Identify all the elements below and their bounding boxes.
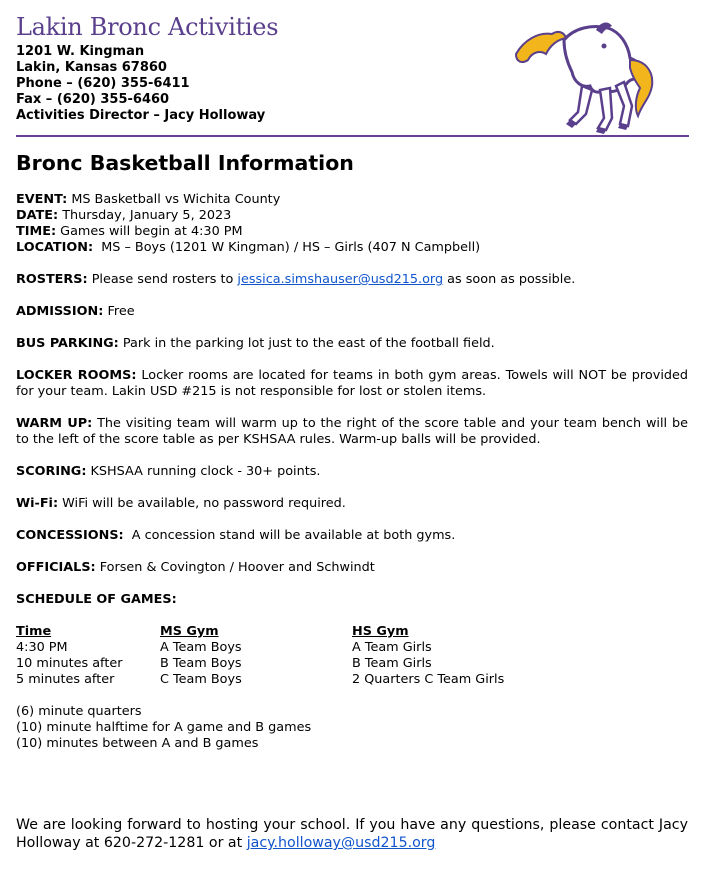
- note-line: (10) minutes between A and B games: [16, 736, 259, 751]
- column-header-time: Time: [16, 624, 52, 639]
- admission-section: [16, 304, 688, 320]
- phone-number: Phone – (620) 355-6411: [16, 76, 190, 91]
- table-cell: C Team Boys: [160, 672, 242, 687]
- table-cell: A Team Girls: [352, 640, 432, 655]
- bus-parking-label: BUS PARKING:: [16, 336, 119, 351]
- locker-rooms-section: [16, 368, 688, 400]
- contact-block: [16, 44, 265, 124]
- table-cell: 2 Quarters C Team Girls: [352, 672, 505, 687]
- scoring-value: KSHSAA running clock - 30+ points.: [90, 464, 321, 479]
- header-divider: [16, 135, 689, 137]
- note-line: (6) minute quarters: [16, 704, 142, 719]
- note-line: (10) minute halftime for A game and B games: [16, 720, 312, 735]
- time-label: TIME:: [16, 224, 57, 239]
- footer-email-link[interactable]: jacy.holloway@usd215.org: [246, 835, 436, 851]
- fax-number: Fax – (620) 355-6460: [16, 92, 170, 107]
- time-value: Games will begin at 4:30 PM: [60, 224, 243, 239]
- warm-up-value: The visiting team will warm up to the right of the score table and your team bench will be to the left of the score table as per KSHSAA rules. Warm-up balls will be provided.: [16, 416, 688, 447]
- table-cell: 5 minutes after: [16, 672, 115, 687]
- date-value: Thursday, January 5, 2023: [62, 208, 232, 223]
- page-title: Bronc Basketball Information: [16, 151, 354, 175]
- table-cell: 4:30 PM: [16, 640, 68, 655]
- table-cell: B Team Girls: [352, 656, 432, 671]
- officials-label: OFFICIALS:: [16, 560, 96, 575]
- table-cell: 10 minutes after: [16, 656, 123, 671]
- event-details: [16, 192, 688, 256]
- column-header-ms-gym: MS Gym: [160, 624, 219, 639]
- address-line-1: 1201 W. Kingman: [16, 44, 145, 59]
- table-cell: B Team Boys: [160, 656, 242, 671]
- schedule-heading: SCHEDULE OF GAMES:: [16, 592, 177, 607]
- admission-value: Free: [107, 304, 135, 319]
- table-cell: A Team Boys: [160, 640, 242, 655]
- location-value: MS – Boys (1201 W Kingman) / HS – Girls (407 N Campbell): [101, 240, 481, 255]
- bus-parking-value: Park in the parking lot just to the east of the football field.: [122, 336, 495, 351]
- time-line: [16, 224, 688, 240]
- concessions-section: [16, 528, 688, 544]
- wifi-section: [16, 496, 688, 512]
- rosters-label: ROSTERS:: [16, 272, 88, 287]
- event-line: [16, 192, 688, 208]
- wifi-value: WiFi will be available, no password required.: [62, 496, 346, 511]
- locker-rooms-value: Locker rooms are located for teams in both gym areas. Towels will NOT be provided for your team. Lakin USD #215 is not responsible for lost or stolen items.: [16, 368, 688, 399]
- bus-parking-section: [16, 336, 688, 352]
- event-value: MS Basketball vs Wichita County: [71, 192, 281, 207]
- scoring-section: [16, 464, 688, 480]
- org-name: Lakin Bronc Activities: [16, 13, 279, 41]
- location-label: LOCATION:: [16, 240, 94, 255]
- date-line: [16, 208, 688, 224]
- concessions-value: A concession stand will be available at both gyms.: [131, 528, 456, 543]
- schedule-table: [16, 624, 688, 688]
- column-header-hs-gym: HS Gym: [352, 624, 409, 639]
- scoring-label: SCORING:: [16, 464, 87, 479]
- rosters-text-before: Please send rosters to: [91, 272, 234, 287]
- officials-value: Forsen & Covington / Hoover and Schwindt: [99, 560, 375, 575]
- address-line-2: Lakin, Kansas 67860: [16, 60, 167, 75]
- rosters-email-link[interactable]: jessica.simshauser@usd215.org: [237, 272, 444, 287]
- footer-message: [16, 816, 688, 852]
- date-label: DATE:: [16, 208, 59, 223]
- admission-label: ADMISSION:: [16, 304, 104, 319]
- officials-section: [16, 560, 688, 576]
- event-label: EVENT:: [16, 192, 68, 207]
- info-body: [16, 192, 688, 752]
- wifi-label: Wi-Fi:: [16, 496, 59, 511]
- concessions-label: CONCESSIONS:: [16, 528, 124, 543]
- warm-up-section: [16, 416, 688, 448]
- footer-text: We are looking forward to hosting your school. If you have any questions, please contact Jacy Holloway at 620-272-1281 or at: [16, 817, 688, 851]
- activities-director: Activities Director – Jacy Holloway: [16, 108, 266, 123]
- rosters-text-after: as soon as possible.: [447, 272, 576, 287]
- rosters-section: [16, 272, 688, 288]
- location-line: [16, 240, 688, 256]
- game-notes: [16, 704, 688, 752]
- warm-up-label: WARM UP:: [16, 416, 93, 431]
- locker-rooms-label: LOCKER ROOMS:: [16, 368, 137, 383]
- bronco-horse-icon: [512, 20, 662, 136]
